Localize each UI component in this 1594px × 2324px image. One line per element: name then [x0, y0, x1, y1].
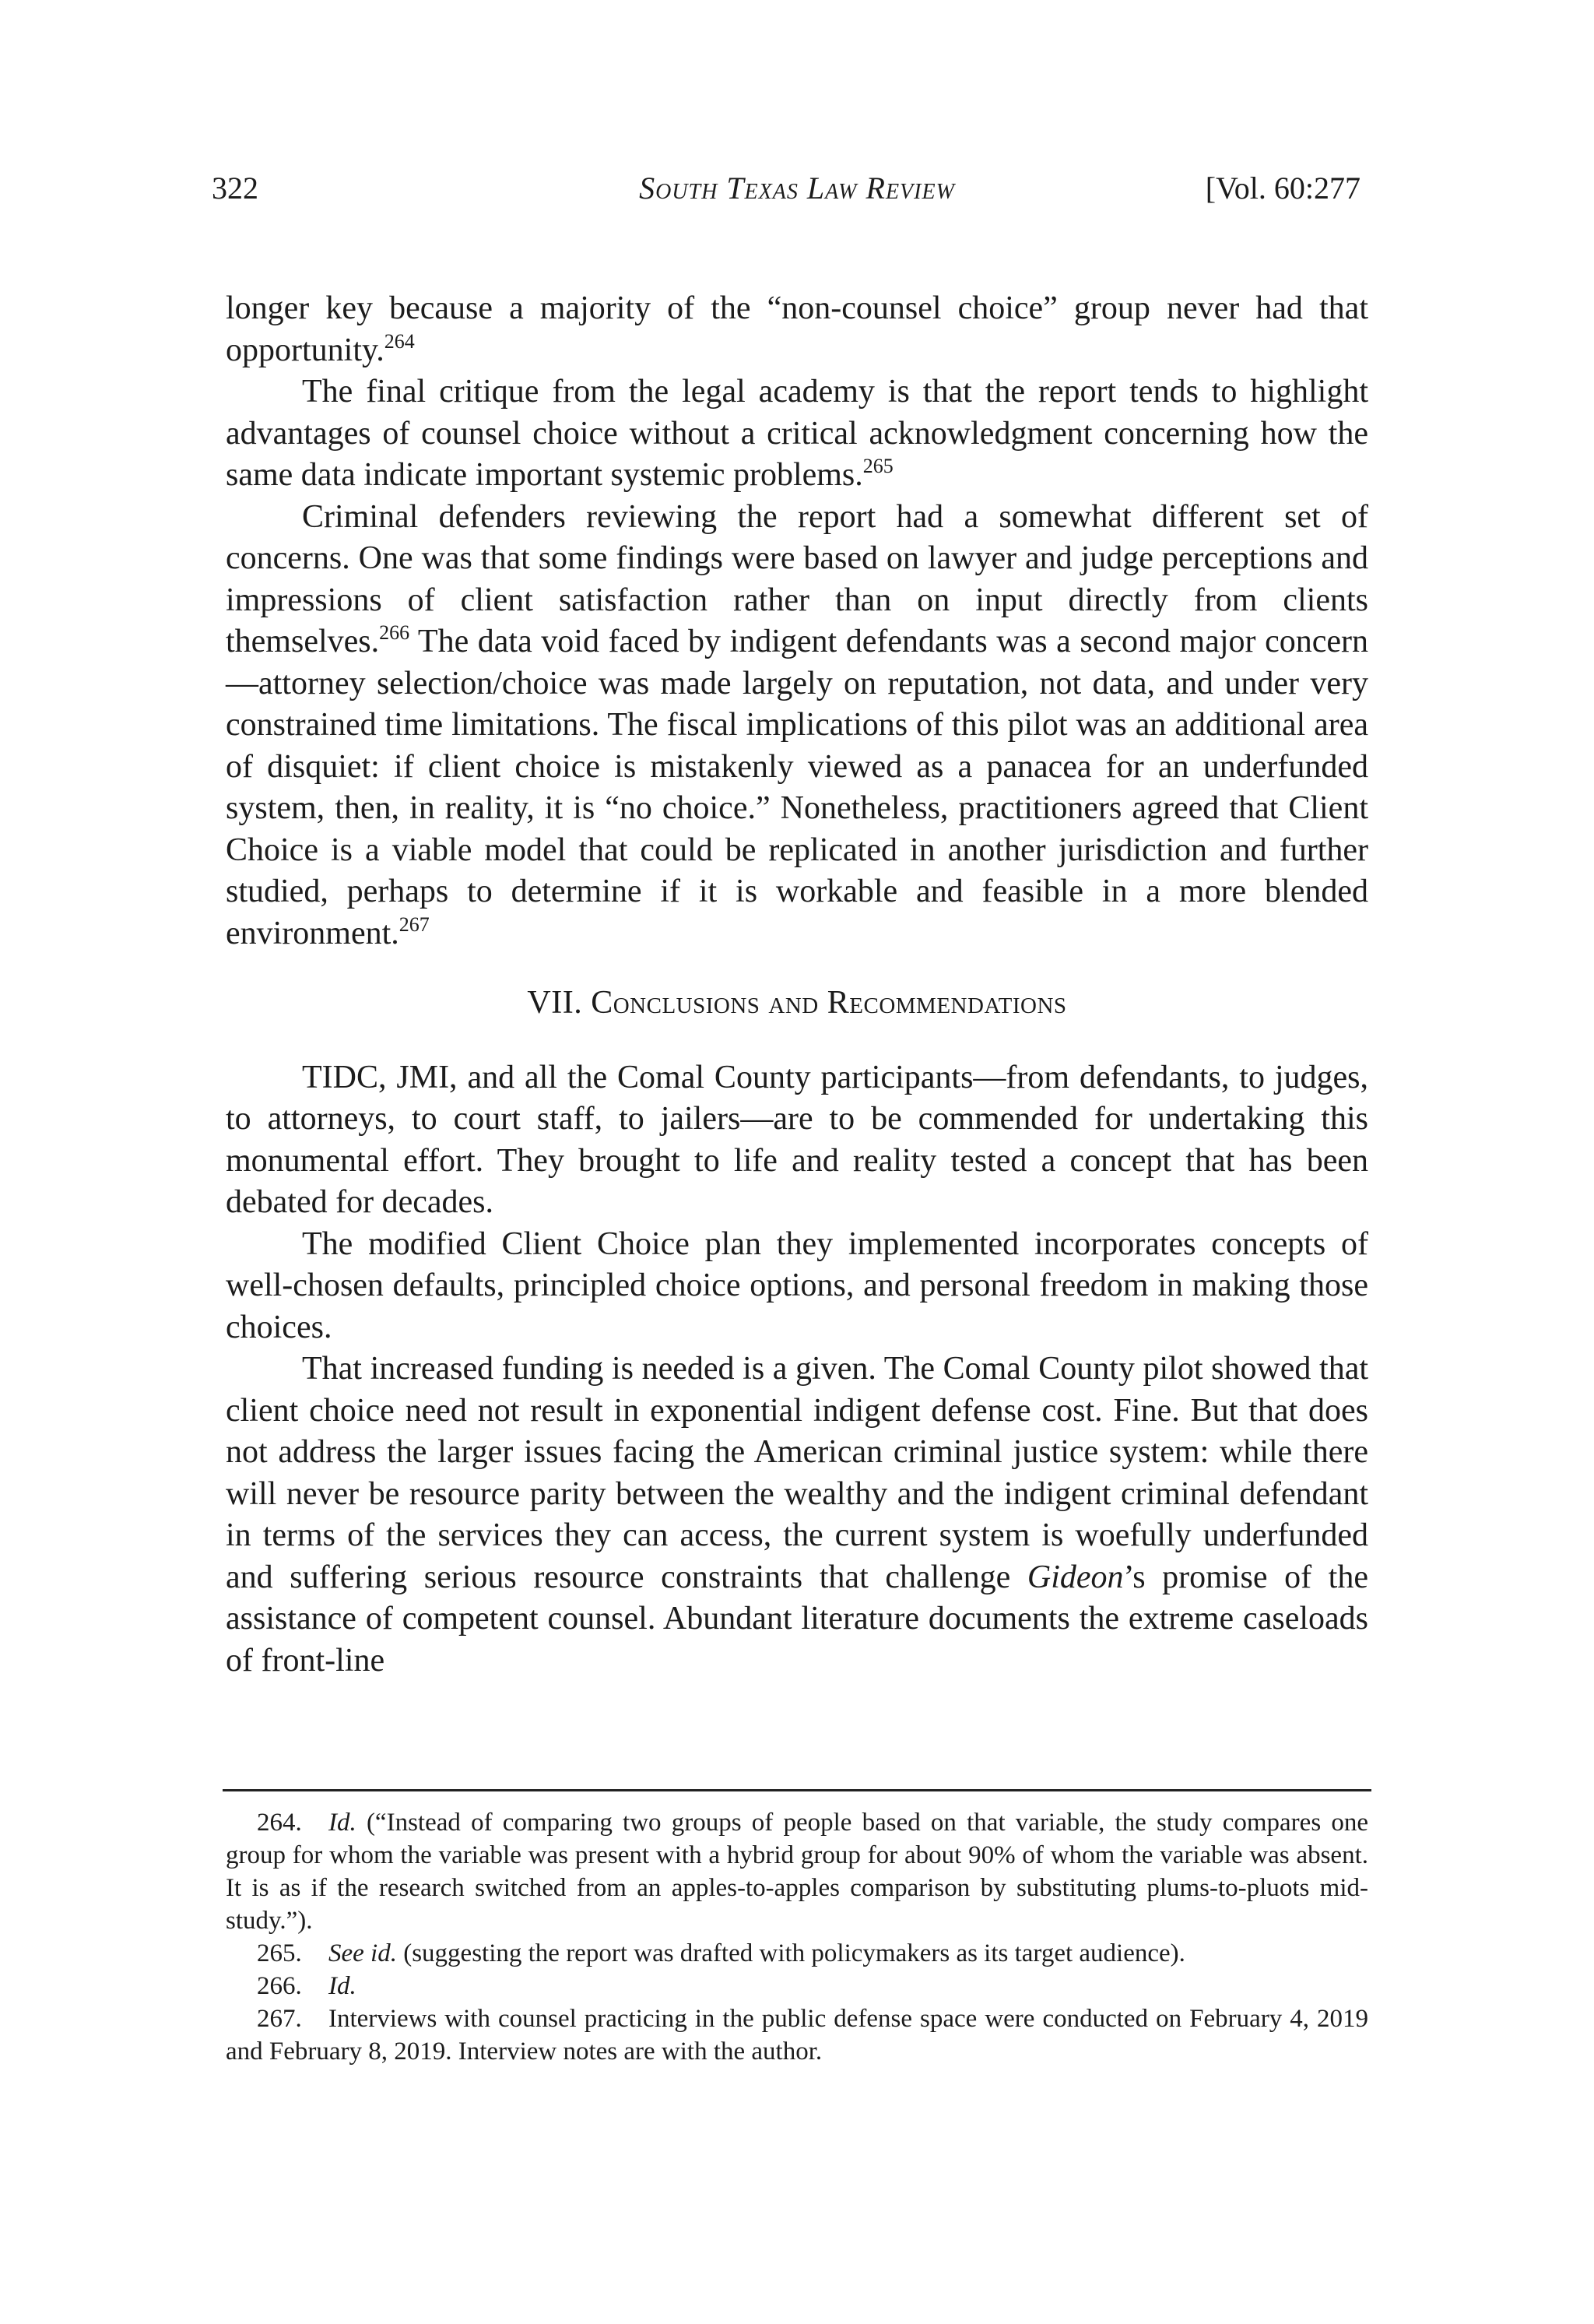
paragraph: TIDC, JMI, and all the Comal County participants—from defendants, to judges, to attorneys, to court staff, to jailers—are to be commended for undertaking this monumental effort. They brought to life and reality tested a concept that has been debated for decades.	[226, 1059, 1368, 1220]
paragraph: The final critique from the legal academy is that the report tends to highlight advantages of counsel choice without a critical acknowledgment concerning how the same data indicate important systemic problems.$^{265}$	[226, 374, 1368, 493]
footnote: 264. Id. (“Instead of comparing two groups of people based on that variable, the study compares one group for whom the variable was present with a hybrid group for about 90% of whom the variable was absent. It is as if the research switched from an apples-to-apples comparison by substituting plums-to-pluots mid-study.”).	[226, 1806, 1368, 1937]
paragraph: The modified Client Choice plan they implemented incorporates concepts of well-chosen defaults, principled choice options, and personal freedom in making those choices.	[226, 1225, 1368, 1345]
section-heading: VII. Conclusions and Recommendations	[527, 985, 1067, 1021]
main-text	[226, 288, 1368, 1682]
paragraph: Criminal defenders reviewing the report had a somewhat different set of concerns. One was that some findings were based on lawyer and judge perceptions and impressions of client satisfaction rather than on input directly from clients themselves.$^{266}$ The data void faced by indigent defendants was a second major concern—attorney selection/choice was made largely on reputation, not data, and under very constrained time limitations. The fiscal implications of this pilot was an additional area of disquiet: if client choice is mistakenly viewed as a panacea for an underfunded system, then, in reality, it is “no choice.” Nonetheless, practitioners agreed that Client Choice is a viable model that could be replicated in another jurisdiction and further studied, perhaps to determine if it is workable and feasible in a more blended environment.$^{267}$	[226, 498, 1368, 951]
footnote-number: 264.	[257, 1809, 302, 1837]
footnotes	[226, 1806, 1368, 2068]
footnote-number: 265.	[257, 1939, 302, 1967]
running-header	[0, 170, 1594, 216]
page-number: 322	[212, 171, 258, 206]
journal-title: South Texas Law Review	[639, 171, 955, 206]
footnote-number: 266.	[257, 1972, 302, 2000]
footnote-ref[interactable]: 266	[379, 621, 410, 644]
footnote-divider	[223, 1789, 1371, 1791]
footnote: 266. Id.	[226, 1970, 1368, 2002]
footnote-ref[interactable]: 265	[862, 455, 894, 477]
case-name: Gideon	[1027, 1559, 1124, 1595]
footnote-ref[interactable]: 267	[398, 912, 430, 936]
paragraph: longer key because a majority of the “non-counsel choice” group never had that opportunity.$^{264}$	[226, 290, 1368, 368]
footnote-number: 267.	[257, 2005, 302, 2033]
volume-citation: [Vol. 60:277	[1205, 171, 1361, 206]
footnote-ref[interactable]: 264	[384, 329, 415, 353]
footnote: 267. Interviews with counsel practicing in the public defense space were conducted on February 4, 2019 and February 8, 2019. Interview notes are with the author.	[226, 2002, 1368, 2068]
paragraph: That increased funding is needed is a given. The Comal County pilot showed that client choice need not result in exponential indigent defense cost. Fine. But that does not address the larger issues facing the American criminal justice system: while there will never be resource parity between the wealthy and the indigent criminal defendant in terms of the services they can access, the current system is woefully underfunded and suffering serious resource constraints that challenge Gideon’s promise of the assistance of competent counsel. Abundant literature documents the extreme caseloads of front-line	[226, 1351, 1368, 1679]
footnote: 265. See id. (suggesting the report was drafted with policymakers as its target audience).	[226, 1937, 1368, 1970]
